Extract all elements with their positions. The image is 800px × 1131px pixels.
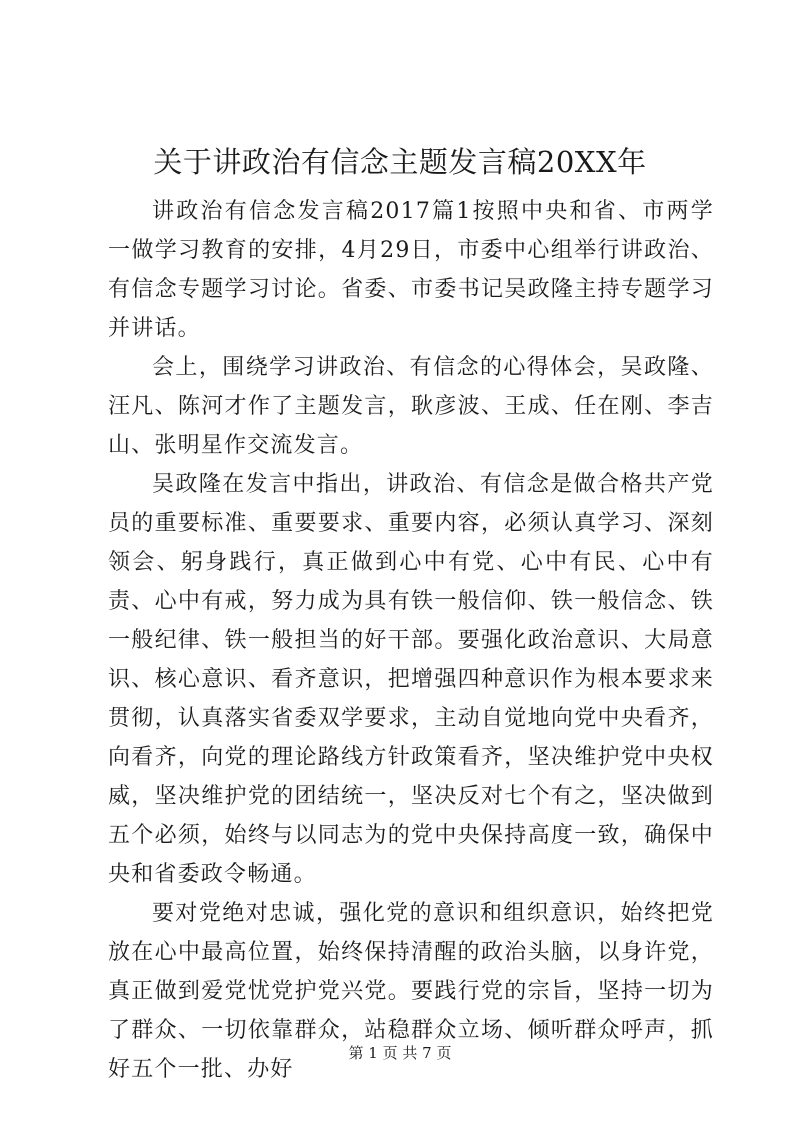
paragraph-3: 吴政隆在发言中指出，讲政治、有信念是做合格共产党员的重要标准、重要要求、重要内容，必须认真学习、深刻领会、躬身践行，真正做到心中有党、心中有民、心中有责、心中有戒，努力成为具有铁一般信仰、铁一般信念、铁一般纪律、铁一般担当的好干部。要强化政治意识、大局意识、核心意识、看齐意识，把增强四种意识作为根本要求来贯彻，认真落实省委双学要求，主动自觉地向党中央看齐，向看齐，向党的理论路线方针政策看齐，坚决维护党中央权威，坚决维护党的团结统一，坚决反对七个有之，坚决做到五个必须，始终与以同志为的党中央保持高度一致，确保中央和省委政令畅通。	[108, 472, 714, 887]
document-title: 关于讲政治有信念主题发言稿20XX年	[153, 145, 647, 179]
paragraph-1: 讲政治有信念发言稿2017篇1按照中央和省、市两学一做学习教育的安排，4月29日，市委中心组举行讲政治、有信念专题学习讨论。省委、市委书记吴政隆主持专题学习并讲话。	[108, 199, 714, 341]
paragraph-4: 要对党绝对忠诚，强化党的意识和组织意识，始终把党放在心中最高位置，始终保持清醒的政治头脑，以身许党，真正做到爱党忧党护党兴党。要践行党的宗旨，坚持一切为了群众、一切依靠群众，站稳群众立场、倾听群众呼声，抓好五个一批、办好	[108, 901, 714, 1082]
document-body	[108, 192, 714, 1089]
paragraph-2: 会上，围绕学习讲政治、有信念的心得体会，吴政隆、汪凡、陈河才作了主题发言，耿彦波、王成、任在刚、李吉山、张明星作交流发言。	[108, 355, 714, 458]
page-number-footer: 第 1 页 共 7 页	[348, 1044, 452, 1062]
